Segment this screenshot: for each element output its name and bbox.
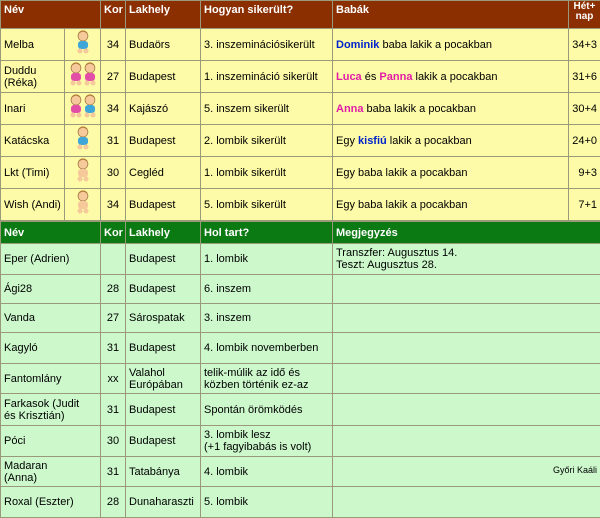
header-babies: Babák [333,1,569,29]
member-name: Póci [1,426,101,457]
treatment-stage: 3. inszem [201,304,333,333]
member-note [333,457,600,487]
treatment-stage: 1. lombik [201,244,333,275]
member-city: Valahol Európában [126,364,201,394]
baby-crawling-icon [69,79,97,91]
member-age: 34 [101,93,126,125]
baby-icon-cell [65,125,101,157]
header-city: Lakhely [126,1,201,29]
member-city: Budapest [126,394,201,426]
babies-text-part: Egy baba lakik a pocakban [336,199,467,211]
member-age: 30 [101,426,126,457]
baby-crawling-icon [69,111,97,123]
treatment-stage: telik-múlik az idő és közben történik ez-az [201,364,333,394]
member-name: Madaran (Anna) [1,457,101,487]
header-where: Hol tart? [201,222,333,244]
member-note [333,364,600,394]
babies-text-part: Egy [336,135,358,147]
header-name: Név [1,1,101,29]
header-week: Hét+ nap [569,1,600,29]
pregnancy-week: 24+0 [569,125,600,157]
member-note [333,394,600,426]
treatment-result: 1. lombik sikerült [201,157,333,189]
baby-icon-cell [65,93,101,125]
babies-text-part: baba lakik a pocakban [379,39,492,51]
member-city: Budapest [126,244,201,275]
member-age: 31 [101,125,126,157]
baby-icon-cell [65,157,101,189]
member-name: Wish (Andi) [1,189,65,221]
treatment-result: 2. lombik sikerült [201,125,333,157]
baby-icon-cell [65,61,101,93]
member-city: Cegléd [126,157,201,189]
member-age: 28 [101,275,126,304]
ivf-status-table [0,0,600,221]
header-age: Kor [101,1,126,29]
waiting-list-table [0,221,600,518]
pregnancy-week: 30+4 [569,93,600,125]
top-table-row [1,61,600,93]
pregnancy-week: 7+1 [569,189,600,221]
member-age: 27 [101,61,126,93]
babies-text-part: Anna [336,103,364,115]
member-city: Budapest [126,333,201,364]
bottom-header-row [1,222,600,244]
top-header-row [1,1,600,29]
top-table-row [1,157,600,189]
member-name: Kagyló [1,333,101,364]
member-age: 28 [101,487,126,518]
babies-text-part: lakik a pocakban [412,71,497,83]
waiting-table-row [1,304,600,333]
member-name: Katácska [1,125,65,157]
waiting-table-row [1,457,600,487]
member-note [333,304,600,333]
header-note: Megjegyzés [333,222,600,244]
treatment-stage: 5. lombik [201,487,333,518]
babies-info [333,61,569,93]
treatment-result: 3. inszeminációsikerült [201,29,333,61]
babies-info [333,189,569,221]
treatment-stage: 4. lombik novemberben [201,333,333,364]
member-name: Ági28 [1,275,101,304]
member-age: 31 [101,394,126,426]
treatment-stage: 3. lombik lesz (+1 fagyibabás is volt) [201,426,333,457]
baby-icon-cell [65,29,101,61]
member-city: Budapest [126,61,201,93]
treatment-stage: 6. inszem [201,275,333,304]
member-city: Dunaharaszti [126,487,201,518]
member-age: 31 [101,457,126,487]
waiting-table-row [1,487,600,518]
waiting-table-row [1,275,600,304]
member-city: Budapest [126,275,201,304]
babies-text-part: lakik a pocakban [387,135,472,147]
babies-text-part: kisfiú [358,135,387,147]
waiting-table-row [1,333,600,364]
babies-text-part: Dominik [336,39,379,51]
header-city-2: Lakhely [126,222,201,244]
member-city: Budapest [126,189,201,221]
top-table-row [1,29,600,61]
member-note [333,487,600,518]
baby-crawling-icon [76,175,90,187]
treatment-result: 5. lombik sikerült [201,189,333,221]
member-note: Transzfer: Augusztus 14. Teszt: Augusztus 28. [333,244,600,275]
top-table-row [1,189,600,221]
header-how: Hogyan sikerült? [201,1,333,29]
top-table-row [1,125,600,157]
member-note [333,426,600,457]
waiting-table-row [1,244,600,275]
babies-info [333,125,569,157]
babies-text-part: Egy baba lakik a pocakban [336,167,467,179]
member-name: Melba [1,29,65,61]
header-name-2: Név [1,222,101,244]
member-city: Budapest [126,426,201,457]
member-name: Lkt (Timi) [1,157,65,189]
waiting-table-row [1,426,600,457]
member-city: Budaörs [126,29,201,61]
member-name: Eper (Adrien) [1,244,101,275]
treatment-stage: 4. lombik [201,457,333,487]
header-age-2: Kor [101,222,126,244]
member-city: Budapest [126,125,201,157]
member-name: Inari [1,93,65,125]
baby-icon-cell [65,189,101,221]
member-age: 34 [101,189,126,221]
member-name: Roxal (Eszter) [1,487,101,518]
member-city: Sárospatak [126,304,201,333]
treatment-result: 1. inszemináció sikerült [201,61,333,93]
member-age: 34 [101,29,126,61]
member-name: Farkasok (Judit és Krisztián) [1,394,101,426]
pregnancy-week: 34+3 [569,29,600,61]
babies-info [333,157,569,189]
babies-text-part: baba lakik a pocakban [364,103,477,115]
member-city: Tatabánya [126,457,201,487]
babies-text-part: és [362,71,380,83]
baby-crawling-icon [76,47,90,59]
member-note [333,275,600,304]
member-age: 30 [101,157,126,189]
treatment-result: 5. inszem sikerült [201,93,333,125]
credit-text: Győri Kaáli [553,464,597,476]
babies-text-part: Panna [379,71,412,83]
pregnancy-week: 9+3 [569,157,600,189]
member-age: xx [101,364,126,394]
member-city: Kajászó [126,93,201,125]
member-name: Duddu (Réka) [1,61,65,93]
member-note [333,333,600,364]
waiting-table-row [1,394,600,426]
pregnancy-week: 31+6 [569,61,600,93]
waiting-table-row [1,364,600,394]
treatment-stage: Spontán örömködés [201,394,333,426]
babies-text-part: Luca [336,71,362,83]
babies-info [333,29,569,61]
member-name: Fantomlány [1,364,101,394]
baby-crawling-icon [76,143,90,155]
member-age: 27 [101,304,126,333]
babies-info [333,93,569,125]
top-table-row [1,93,600,125]
member-age: 31 [101,333,126,364]
member-name: Vanda [1,304,101,333]
member-age [101,244,126,275]
baby-crawling-icon [76,207,90,219]
